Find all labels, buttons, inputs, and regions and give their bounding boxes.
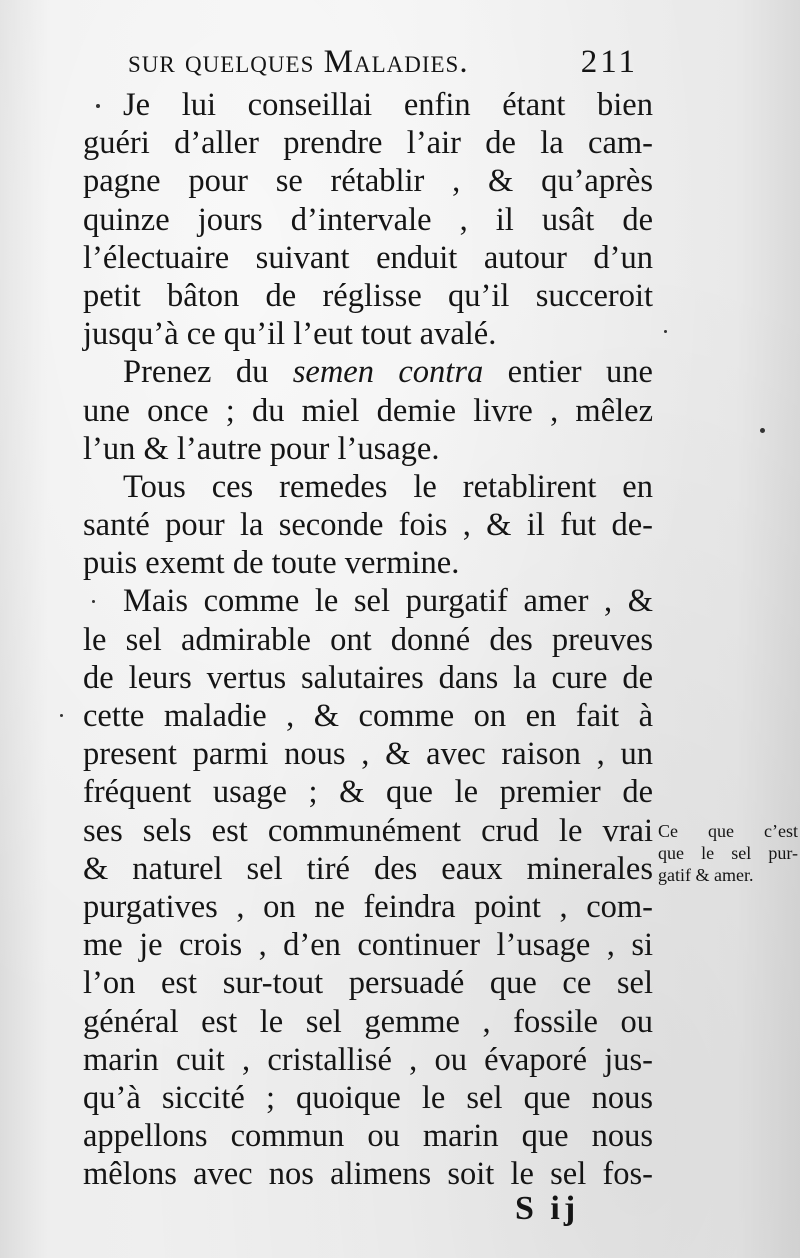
text-line: present parmi nous , & avec raison , un [83, 736, 653, 773]
text-line: de leurs vertus salutaires dans la cure de [83, 659, 653, 696]
margin-note-line: gatif & amer. [658, 865, 754, 885]
ink-speck [96, 104, 100, 108]
text-line: puis exemt de toute vermine. [83, 545, 460, 582]
text-line: pagne pour se rétablir , & qu’après [83, 163, 653, 200]
text-line: une once ; du miel demie livre , mêlez [83, 392, 653, 429]
text-line: appellons commun ou marin que nous [83, 1118, 653, 1155]
text-line: fréquent usage ; & que le premier de [83, 774, 653, 811]
margin-note-line: Ce que c’est [658, 821, 798, 841]
running-title: sur quelques Maladies. [128, 44, 469, 80]
text-line: l’un & l’autre pour l’usage. [83, 430, 440, 467]
text-line: Mais comme le sel purgatif amer , & [123, 583, 653, 620]
text-line: petit bâton de réglisse qu’il succeroit [83, 277, 653, 314]
text-line: me je crois , d’en continuer l’usage , si [83, 927, 653, 964]
text-line: jusqu’à ce qu’il l’eut tout avalé. [83, 316, 497, 353]
text-line: mêlons avec nos alimens soit le sel fos- [83, 1156, 653, 1193]
text-line: marin cuit , cristallisé , ou évaporé jus- [83, 1041, 653, 1078]
text-line: Tous ces remedes le retablirent en [123, 468, 653, 505]
text-line: & naturel sel tiré des eaux minerales [83, 850, 653, 887]
text-line: général est le sel gemme , fossile ou [83, 1003, 653, 1040]
text-line: le sel admirable ont donné des preuves [83, 621, 653, 658]
text-line [83, 353, 653, 391]
text-line: l’on est sur-tout persuadé que ce sel [83, 965, 653, 1002]
text-line: purgatives , on ne feindra point , com- [83, 888, 653, 925]
text-line: quinze jours d’intervale , il usât de [83, 201, 653, 238]
italic-term: semen contra [292, 354, 484, 391]
text-line: Je lui conseillai enfin étant bien [123, 87, 653, 123]
body-text [83, 86, 653, 1193]
text-line: l’électuaire suivant enduit autour d’un [83, 239, 653, 276]
ink-speck [92, 600, 95, 603]
page-header [128, 40, 638, 86]
ink-speck [760, 428, 765, 433]
page-number: 211 [580, 44, 638, 80]
margin-note-line: que le sel pur- [658, 843, 798, 863]
margin-note [658, 820, 798, 886]
text-segment: Prenez du [123, 354, 293, 391]
ink-speck [60, 714, 63, 717]
text-line: guéri d’aller prendre l’air de la cam- [83, 125, 653, 162]
text-line: santé pour la seconde fois , & il fut de- [83, 507, 653, 544]
text-line: qu’à siccité ; quoique le sel que nous [83, 1079, 653, 1116]
signature-mark: S ij [515, 1190, 580, 1227]
text-segment: entier une [483, 354, 653, 391]
text-line: ses sels est communément crud le vrai [83, 812, 653, 849]
text-line: cette maladie , & comme on en fait à [83, 698, 653, 734]
ink-speck [664, 330, 667, 333]
